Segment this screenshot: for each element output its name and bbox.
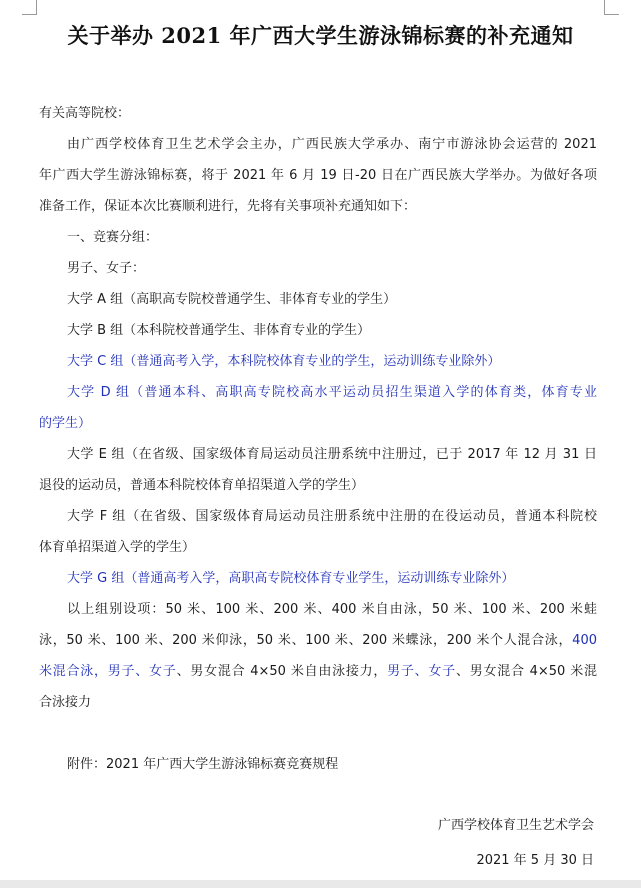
gender-line: 男子、女子： <box>67 261 146 276</box>
group-f-line-2: 体育单招渠道入学的学生） <box>39 540 196 555</box>
group-e-line-1: 大学 E 组（在省级、国家级体育局运动员注册系统中注册过，已于 2017 年 12 月 31 日 <box>67 447 597 462</box>
group-a: 大学 A 组（高职高专院校普通学生、非体育专业的学生） <box>67 292 397 307</box>
events-line-3-text-b: 、男女混合 4×50 米混 <box>455 664 597 679</box>
signature-org: 广西学校体育卫生艺术学会 <box>437 818 594 833</box>
section-heading-groups: 一、竞赛分组： <box>67 230 159 245</box>
page-corner-mark-left <box>22 0 37 15</box>
events-line-4: 合泳接力 <box>39 695 92 710</box>
page-corner-mark-right <box>604 0 619 15</box>
signature-date: 2021 年 5 月 30 日 <box>476 853 594 868</box>
document-body <box>39 98 597 780</box>
events-line-1: 以上组别设项：50 米、100 米、200 米、400 米自由泳，50 米、100 米、200 米蛙 <box>67 602 597 617</box>
group-c: 大学 C 组（普通高考入学，本科院校体育专业的学生，运动训练专业除外） <box>67 354 501 369</box>
group-b: 大学 B 组（本科院校普通学生、非体育专业的学生） <box>67 323 371 338</box>
events-line-3-blue-a: 米混合泳，男子、女子 <box>39 664 177 679</box>
intro-line-3: 准备工作，保证本次比赛顺利进行，先将有关事项补充通知如下： <box>39 199 417 214</box>
group-d-line-1: 大学 D 组（普通本科、高职高专院校高水平运动员招生渠道入学的体育类，体育专业 <box>67 385 597 400</box>
events-line-2-text: 泳，50 米、100 米、200 米仰泳，50 米、100 米、200 米蝶泳，200 米个人混合泳， <box>39 633 573 648</box>
group-e-line-2: 退役的运动员，普通本科院校体育单招渠道入学的学生） <box>39 478 365 493</box>
intro-line-2: 年广西大学生游泳锦标赛，将于 2021 年 6 月 19 日-20 日在广西民族大学举办。为做好各项 <box>39 168 597 183</box>
intro-line-1: 由广西学校体育卫生艺术学会主办，广西民族大学承办、南宁市游泳协会运营的 2021 <box>67 137 597 152</box>
events-line-3-text-a: 、男女混合 4×50 米自由泳接力， <box>176 664 388 679</box>
attachment-line: 附件：2021 年广西大学生游泳锦标赛竞赛规程 <box>67 757 339 772</box>
events-line-3 <box>39 656 597 687</box>
salutation: 有关高等院校： <box>39 106 131 121</box>
document-title: 关于举办 2021 年广西大学生游泳锦标赛的补充通知 <box>67 23 574 48</box>
events-line-2-blue: 400 <box>572 633 597 648</box>
group-d-line-2: 的学生） <box>39 416 92 431</box>
events-line-3-blue-b: 男子、女子 <box>387 664 456 679</box>
page-bottom-edge <box>0 880 641 888</box>
group-f-line-1: 大学 F 组（在省级、国家级体育局运动员注册系统中注册的在役运动员，普通本科院校 <box>67 509 597 524</box>
events-line-2 <box>39 625 597 656</box>
group-g: 大学 G 组（普通高考入学，高职高专院校体育专业学生，运动训练专业除外） <box>67 571 515 586</box>
